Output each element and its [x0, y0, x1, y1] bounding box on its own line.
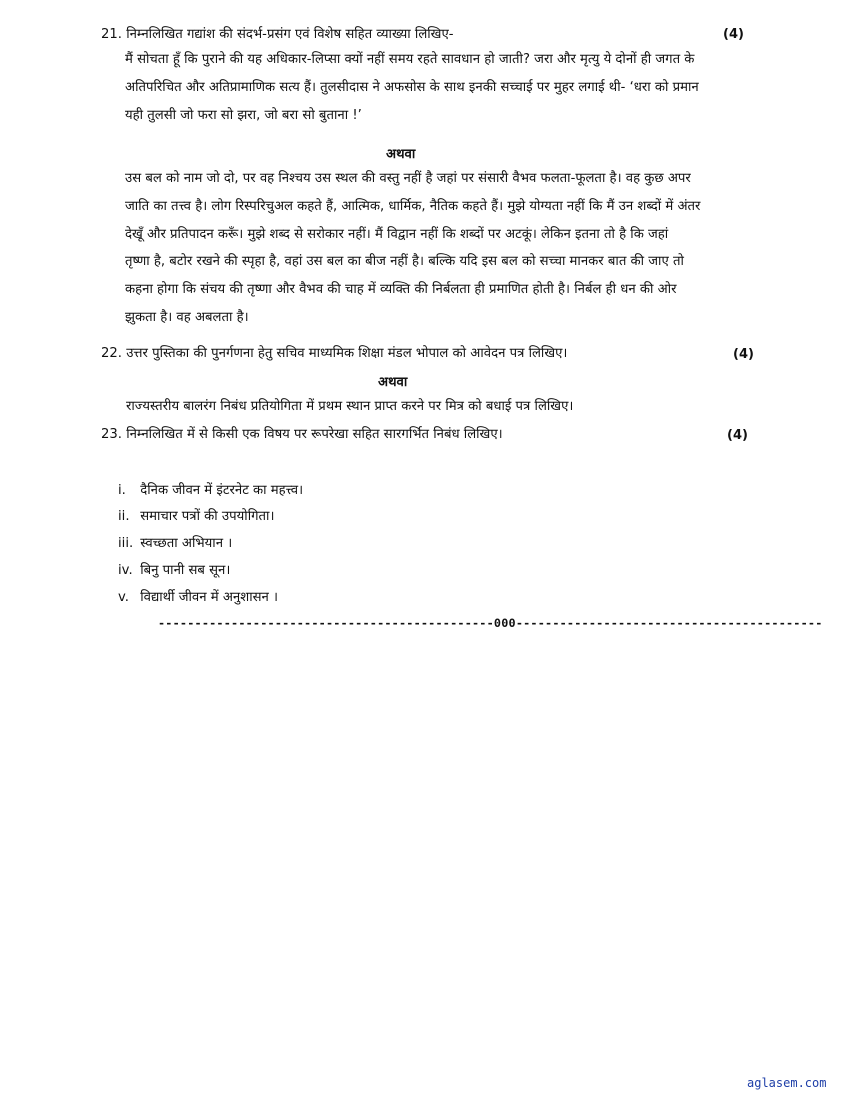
- passage-line: कहना होगा कि संचय की तृष्णा और वैभव की चाह में व्यक्ति की निर्बलता ही प्रमाणित होती है। निर्बल ही धन की ओर: [125, 282, 677, 298]
- question-22: [101, 345, 567, 363]
- question-21-passage: [125, 46, 750, 129]
- question-text: उत्तर पुस्तिका की पुनर्गणना हेतु सचिव माध्यमिक शिक्षा मंडल भोपाल को आवेदन पत्र लिखिए।: [126, 346, 568, 361]
- essay-option: [118, 560, 230, 578]
- question-number: 22.: [101, 346, 122, 361]
- passage-line: उस बल को नाम जो दो, पर वह निश्चय उस स्थल की वस्तु नहीं है जहां पर संसारी वैभव फलता-फूलता है। वह कुछ अपर: [125, 171, 691, 186]
- option-text: स्वच्छता अभियान ।: [140, 536, 233, 551]
- passage-line: यही तुलसी जो फरा सो झरा, जो बरा सो बुताना !’: [125, 107, 362, 123]
- question-21-marks: (4): [723, 27, 744, 42]
- passage-line: मैं सोचता हूँ कि पुराने की यह अधिकार-लिप्सा क्यों नहीं समय रहते सावधान हो जाती? जरा और मृत्यु ये दोनों ही जगत के: [125, 52, 695, 67]
- question-23-marks: (4): [727, 428, 748, 443]
- option-numeral: v.: [118, 590, 129, 605]
- question-21-athva: अथवा: [386, 147, 416, 162]
- essay-option: [118, 533, 232, 551]
- passage-line: देखूँ और प्रतिपादन करूँ। मुझे शब्द से सरोकार नहीं। मैं विद्वान नहीं कि शब्दों पर अटकूं। लेकिन इतना तो है कि जहां: [125, 226, 669, 242]
- end-of-paper-marker: ----------------------------------------------000------------------------------------------: [158, 616, 823, 630]
- option-text: दैनिक जीवन में इंटरनेट का महत्त्व।: [140, 483, 304, 498]
- essay-option: [118, 506, 274, 524]
- essay-option: [118, 480, 303, 498]
- question-23: [101, 426, 503, 444]
- option-text: समाचार पत्रों की उपयोगिता।: [140, 509, 275, 524]
- option-numeral: i.: [118, 483, 126, 498]
- question-text: निम्नलिखित में से किसी एक विषय पर रूपरेखा सहित सारगर्भित निबंध लिखिए।: [126, 427, 503, 442]
- passage-line: तृष्णा है, बटोर रखने की स्पृहा है, वहां उस बल का बीज नहीं है। बल्कि यदि इस बल को सच्चा मानकर बात की जाए तो: [125, 254, 684, 270]
- passage-line: अतिपरिचित और अतिप्रामाणिक सत्य हैं। तुलसीदास ने अफसोस के साथ इनकी सच्चाई पर मुहर लगाई थी- ‘धरा को प्रमान: [125, 79, 699, 95]
- option-text: बिनु पानी सब सून।: [140, 563, 231, 578]
- question-21-heading: [101, 26, 454, 44]
- question-number: 23.: [101, 427, 122, 442]
- question-text: निम्नलिखित गद्यांश की संदर्भ-प्रसंग एवं विशेष सहित व्याख्या लिखिए-: [126, 27, 454, 42]
- question-22-athva: अथवा: [378, 375, 408, 390]
- footer-watermark: aglasem.com: [747, 1076, 827, 1090]
- question-22-marks: (4): [733, 347, 754, 362]
- passage-line: जाति का तत्त्व है। लोग रिस्परिचुअल कहते हैं, आत्मिक, धार्मिक, नैतिक कहते हैं। मुझे योग्यता नहीं कि मैं उन शब्दों में अंतर: [125, 198, 701, 214]
- question-number: 21.: [101, 27, 122, 42]
- option-text: विद्यार्थी जीवन में अनुशासन ।: [140, 590, 279, 605]
- option-numeral: iv.: [118, 563, 133, 578]
- option-numeral: iii.: [118, 536, 134, 551]
- passage-line: झुकता है। वह अबलता है।: [125, 309, 249, 325]
- question-21-alt-passage: [125, 165, 750, 332]
- essay-option: [118, 587, 278, 605]
- question-22-alternative: राज्यस्तरीय बालरंग निबंध प्रतियोगिता में प्रथम स्थान प्राप्त करने पर मित्र को बधाई पत्र लिखिए।: [126, 399, 574, 414]
- option-numeral: ii.: [118, 509, 130, 524]
